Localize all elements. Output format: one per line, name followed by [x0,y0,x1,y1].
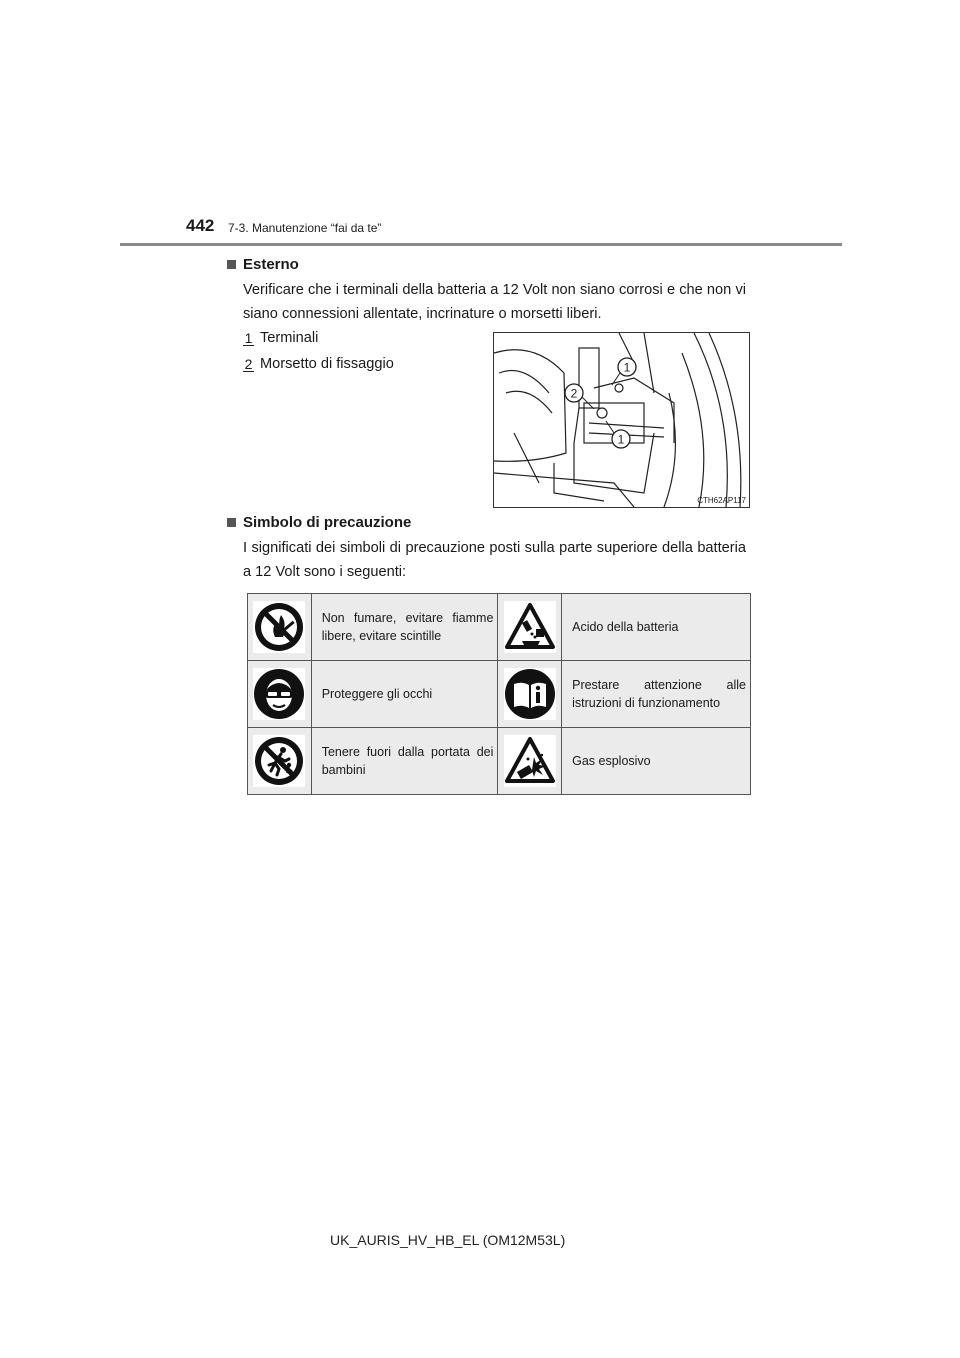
exterior-paragraph: Verificare che i terminali della batteria a 12 Volt non siano corrosi e che non vi siano connessioni allentate, incrinature o morsetti liberi. [243,282,746,322]
legend-number: 2 [244,355,253,372]
no-smoking-icon [253,601,305,653]
legend-label: Terminali [260,330,319,346]
legend-item-terminals [243,330,318,346]
battery-illustration [494,333,749,507]
heading-exterior [227,256,299,273]
heading-exterior-text: Esterno [243,256,299,273]
table-row [248,661,751,728]
legend-item-clamp [243,356,394,372]
bullet-square-icon [227,518,236,527]
symbol-text-eye-protection: Proteggere gli occhi [311,661,498,728]
battery-figure [493,332,750,508]
header-rule [120,243,842,246]
symbol-text-explosive-gas: Gas esplosivo [562,728,751,795]
caution-symbols-table [247,593,751,795]
eye-protection-icon [253,668,305,720]
battery-acid-icon [504,601,556,653]
page-number: 442 [186,216,215,235]
symbol-text-read-instructions: Prestare attenzione alle istruzioni di funzionamento [562,661,751,728]
bullet-square-icon [227,260,236,269]
section-title: 7-3. Manutenzione “fai da te” [228,221,382,235]
table-row [248,728,751,795]
caution-paragraph: I significati dei simboli di precauzione posti sulla parte superiore della batteria a 12 Volt sono i seguenti: [243,540,746,580]
explosive-gas-icon [504,735,556,787]
callout-3: 1 [617,432,625,447]
legend-label: Morsetto di fissaggio [260,356,394,372]
callout-2: 2 [570,386,578,401]
symbol-text-keep-away-children: Tenere fuori dalla portata dei bambini [311,728,498,795]
legend-number: 1 [244,329,253,346]
callout-1: 1 [623,360,631,375]
heading-caution-text: Simbolo di precauzione [243,514,412,531]
keep-away-children-icon [253,735,305,787]
symbol-text-battery-acid: Acido della batteria [562,594,751,661]
read-instructions-icon [504,668,556,720]
figure-code: CTH62AP117 [697,496,746,505]
symbol-text-no-smoking: Non fumare, evitare fiamme libere, evitare scintille [311,594,498,661]
table-row [248,594,751,661]
footer-code: UK_AURIS_HV_HB_EL (OM12M53L) [330,1232,566,1248]
heading-caution-symbol [227,514,411,531]
